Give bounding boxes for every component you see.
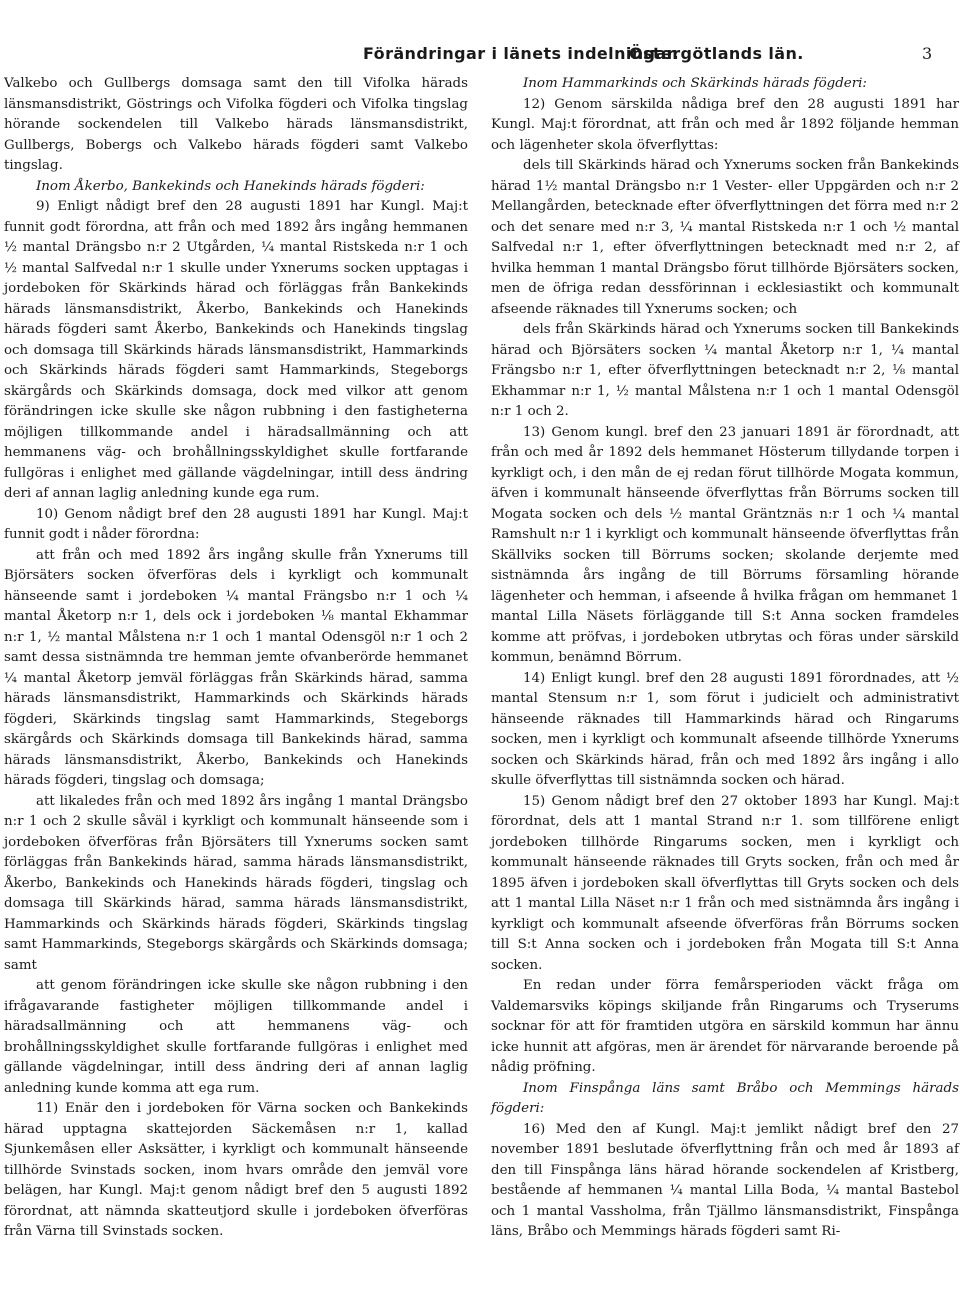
paragraph: Valkebo och Gullbergs domsaga samt den till Vifolka härads länsmansdistrikt, Göstrings och Vifolka fögderi och Vifolka tingslag hörande sockendelen till Valkebo härads länsmansdistrikt, Gullbergs, Bobergs och Valkebo härads fögderi samt Valkebo tingslag.	[4, 76, 468, 173]
paragraph: att genom förändringen icke skulle ske någon rubbning i den ifrågavarande fastigheter möjligen tillkommande andel i häradsallmänning och att hemmanens väg- och brohållningsskyldighet skulle fortfarande fullgöras i enlighet med gällande vägdelningar, intill dess ändring deri af annan laglig anledning kunde komma att ega rum.	[4, 978, 468, 1096]
running-header	[0, 44, 960, 68]
paragraph: En redan under förra femårsperioden väckt fråga om Valdemarsviks köpings skiljande från Ringarums och Tryserums socknar för att för framtiden utgöra en särskild kommun har ännu icke hunnit att afgöras, men är ärendet för närvarande beroende på nådig pröfning.	[491, 978, 959, 1075]
paragraph: att likaledes från och med 1892 års ingång 1 mantal Drängsbo n:r 1 och 2 skulle såväl i kyrkligt och kommunalt hänseende som i jordeboken öfverföras från Björsäters till Yxnerums socken samt förläggas från Bankekinds härad, samma härads länsmansdistrikt, Åkerbo, Bankekinds och Hanekinds härads fögderi, tingslag och domsaga till Skärkinds härad, samma härads länsmansdistrikt, Hammarkinds och Skärkinds härads fögderi, Skärkinds tingslag samt Hammarkinds, Stegeborgs skärgårds och Skärkinds domsaga; samt	[4, 793, 468, 973]
page-number: 3	[922, 44, 933, 63]
right-column	[491, 74, 959, 1243]
paragraph: 16) Med den af Kungl. Maj:t jemlikt nådigt bref den 27 november 1891 beslutade öfverflyttning från och med år 1893 af den till Finspånga läns härad hörande sockendelen af Kristberg, bestående af hemmanen ¼ mantal Lilla Boda, ¼ mantal Bastebol och 1 mantal Vassholma, från Tjällmo länsmansdistrikt, Finspånga läns, Bråbo och Memmings härads fögderi samt Ri-	[491, 1121, 959, 1239]
header-county: Östergötlands län.	[629, 44, 804, 63]
paragraph: 10) Genom nådigt bref den 28 augusti 1891 har Kungl. Maj:t funnit godt i nåder förordna:	[4, 506, 468, 542]
paragraph: 11) Enär den i jordeboken för Värna socken och Bankekinds härad upptagna skattejorden Säckemåsen n:r 1, kallad Sjunkemåsen eller Asksätter, i kyrkligt och kommunalt hänseende tillhörde Svinstads socken, inom hvars område den jemväl vore belägen, har Kungl. Maj:t genom nådigt bref den 5 augusti 1892 förordnat, att nämnda skatteutjord skulle i jordeboken öfverföras från Värna till Svinstads socken.	[4, 1101, 468, 1239]
paragraph: 9) Enligt nådigt bref den 28 augusti 1891 har Kungl. Maj:t funnit godt förordna, att från och med 1892 års ingång hemmanen ½ mantal Drängsbo n:r 2 Utgården, ¼ mantal Ristskeda n:r 1 och ½ mantal Salfvedal n:r 1 skulle under Yxnerums socken upptagas i jordeboken för Skärkinds härad och förläggas från Bankekinds härads länsmansdistrikt, Åkerbo, Bankekinds och Hanekinds härads fögderi samt Åkerbo, Bankekinds och Hanekinds tingslag och domsaga till Skärkinds härads länsmansdistrikt, Hammarkinds och Skärkinds härads fögderi samt Hammarkinds, Stegeborgs skärgårds och Skärkinds domsaga, dock med vilkor att genom förändringen icke skulle ske någon rubbning i den fastigheterna möjligen tillkommande andel i häradsallmänning och att hemmanens väg- och brohållningsskyldighet skulle fortfarande fullgöras i enlighet med gällande vägdelningar, intill dess ändring deri af annan laglig anledning kunde ega rum.	[4, 199, 468, 501]
paragraph: dels från Skärkinds härad och Yxnerums socken till Bankekinds härad och Björsäters socken ¼ mantal Åketorp n:r 1, ¼ mantal Frängsbo n:r 1, efter öfverflyttningen betecknadt n:r 2, ⅛ mantal Ekhammar n:r 1, ½ mantal Målstena n:r 1 och 1 mantal Odensgöl n:r 1 och 2.	[491, 322, 959, 419]
paragraph: att från och med 1892 års ingång skulle från Yxnerums till Björsäters socken öfverföras dels i kyrkligt och kommunalt hänseende samt i jordeboken ¼ mantal Frängsbo n:r 1 och ¼ mantal Åketorp n:r 1, dels ock i jordeboken ⅛ mantal Ekhammar n:r 1, ½ mantal Målstena n:r 1 och 1 mantal Odensgöl n:r 1 och 2 samt dessa sistnämnda tre hemman jemte ofvanberörde hemmanet ¼ mantal Åketorp jemväl förläggas från Skärkinds härad, samma härads länsmansdistrikt, Hammarkinds och Skärkinds härads fögderi, Skärkinds tingslag samt Hammarkinds, Stegeborgs skärgårds och Skärkinds domsaga till Bankekinds härad, samma härads länsmansdistrikt, Åkerbo, Bankekinds och Hanekinds härads fögderi, tingslag och domsaga;	[4, 547, 468, 788]
left-column	[4, 74, 468, 1243]
paragraph: 15) Genom nådigt bref den 27 oktober 1893 har Kungl. Maj:t förordnat, dels att 1 mantal Strand n:r 1. som tillförene enligt jordeboken tillhörde Ringarums socken, men i kyrkligt och kommunalt hänseende räknades till Gryts socken, från och med år 1895 äfven i jordeboken skall öfverflyttas till Gryts socken och dels att 1 mantal Lilla Näset n:r 1 från och med sistnämnda års ingång i kyrkligt och kommunalt afseende öfverföras från Börrums socken till S:t Anna socken och i jordeboken från Mogata till S:t Anna socken.	[491, 793, 959, 973]
paragraph: 14) Enligt kungl. bref den 28 augusti 1891 förordnades, att ½ mantal Stensum n:r 1, som förut i judicielt och administrativt hänseende räknades till Hammarkinds härad och Ringarums socken, men i kyrkligt och kommunalt afseende tillhörde Yxnerums socken och Skärkinds härad, från och med 1892 års ingång i allo skulle öfverflyttas till sistnämnda socken och härad.	[491, 670, 959, 788]
paragraph: 13) Genom kungl. bref den 23 januari 1891 är förordnadt, att från och med år 1892 dels hemmanet Hösterum tillydande torpen i kyrkligt och, i den mån de ej redan förut tillhörde Mogata kommun, äfven i kommunalt hänseende öfverflyttas från Börrums socken till Mogata socken och dels ½ mantal Gräntznäs n:r 1 och ¼ mantal Ramshult n:r 1 i kyrkligt och kommunalt hänseende öfverflyttas från Skällviks socken till Börrums socken; skolande derjemte med sistnämnda års ingång de till Börrums församling hörande lägenheter och hemman, i afseende å hvilka frågan om hemmanet 1 mantal Lilla Näsets förläggande till S:t Anna socken framdeles komme att pröfvas, i jordeboken utbrytas och föras under särskild kommun, benämnd Börrum.	[491, 424, 959, 665]
header-title: Förändringar i länets indelningar.	[363, 44, 680, 63]
section-heading: Inom Finspånga läns samt Bråbo och Memmings härads fögderi:	[491, 1080, 959, 1116]
paragraph: 12) Genom särskilda nådiga bref den 28 augusti 1891 har Kungl. Maj:t förordnat, att från och med år 1892 följande hemman och lägenheter skola öfverflyttas:	[491, 96, 959, 153]
section-heading: Inom Hammarkinds och Skärkinds härads fögderi:	[523, 76, 867, 91]
section-heading: Inom Åkerbo, Bankekinds och Hanekinds härads fögderi:	[36, 178, 425, 194]
paragraph: dels till Skärkinds härad och Yxnerums socken från Bankekinds härad 1½ mantal Drängsbo n:r 1 Vester- eller Uppgärden och n:r 2 Mellangården, betecknade efter öfverflyttningen det förra med n:r 2 och det senare med n:r 3, ¼ mantal Ristskeda n:r 1 och ½ mantal Salfvedal n:r 1, efter öfverflyttningen betecknadt med n:r 2, af hvilka hemman 1 mantal Drängsbo förut tillhörde Björsäters socken, men de öfriga redan dessförinnan i ecklesiastikt och kommunalt afseende räknades till Yxnerums socken; och	[491, 158, 959, 317]
